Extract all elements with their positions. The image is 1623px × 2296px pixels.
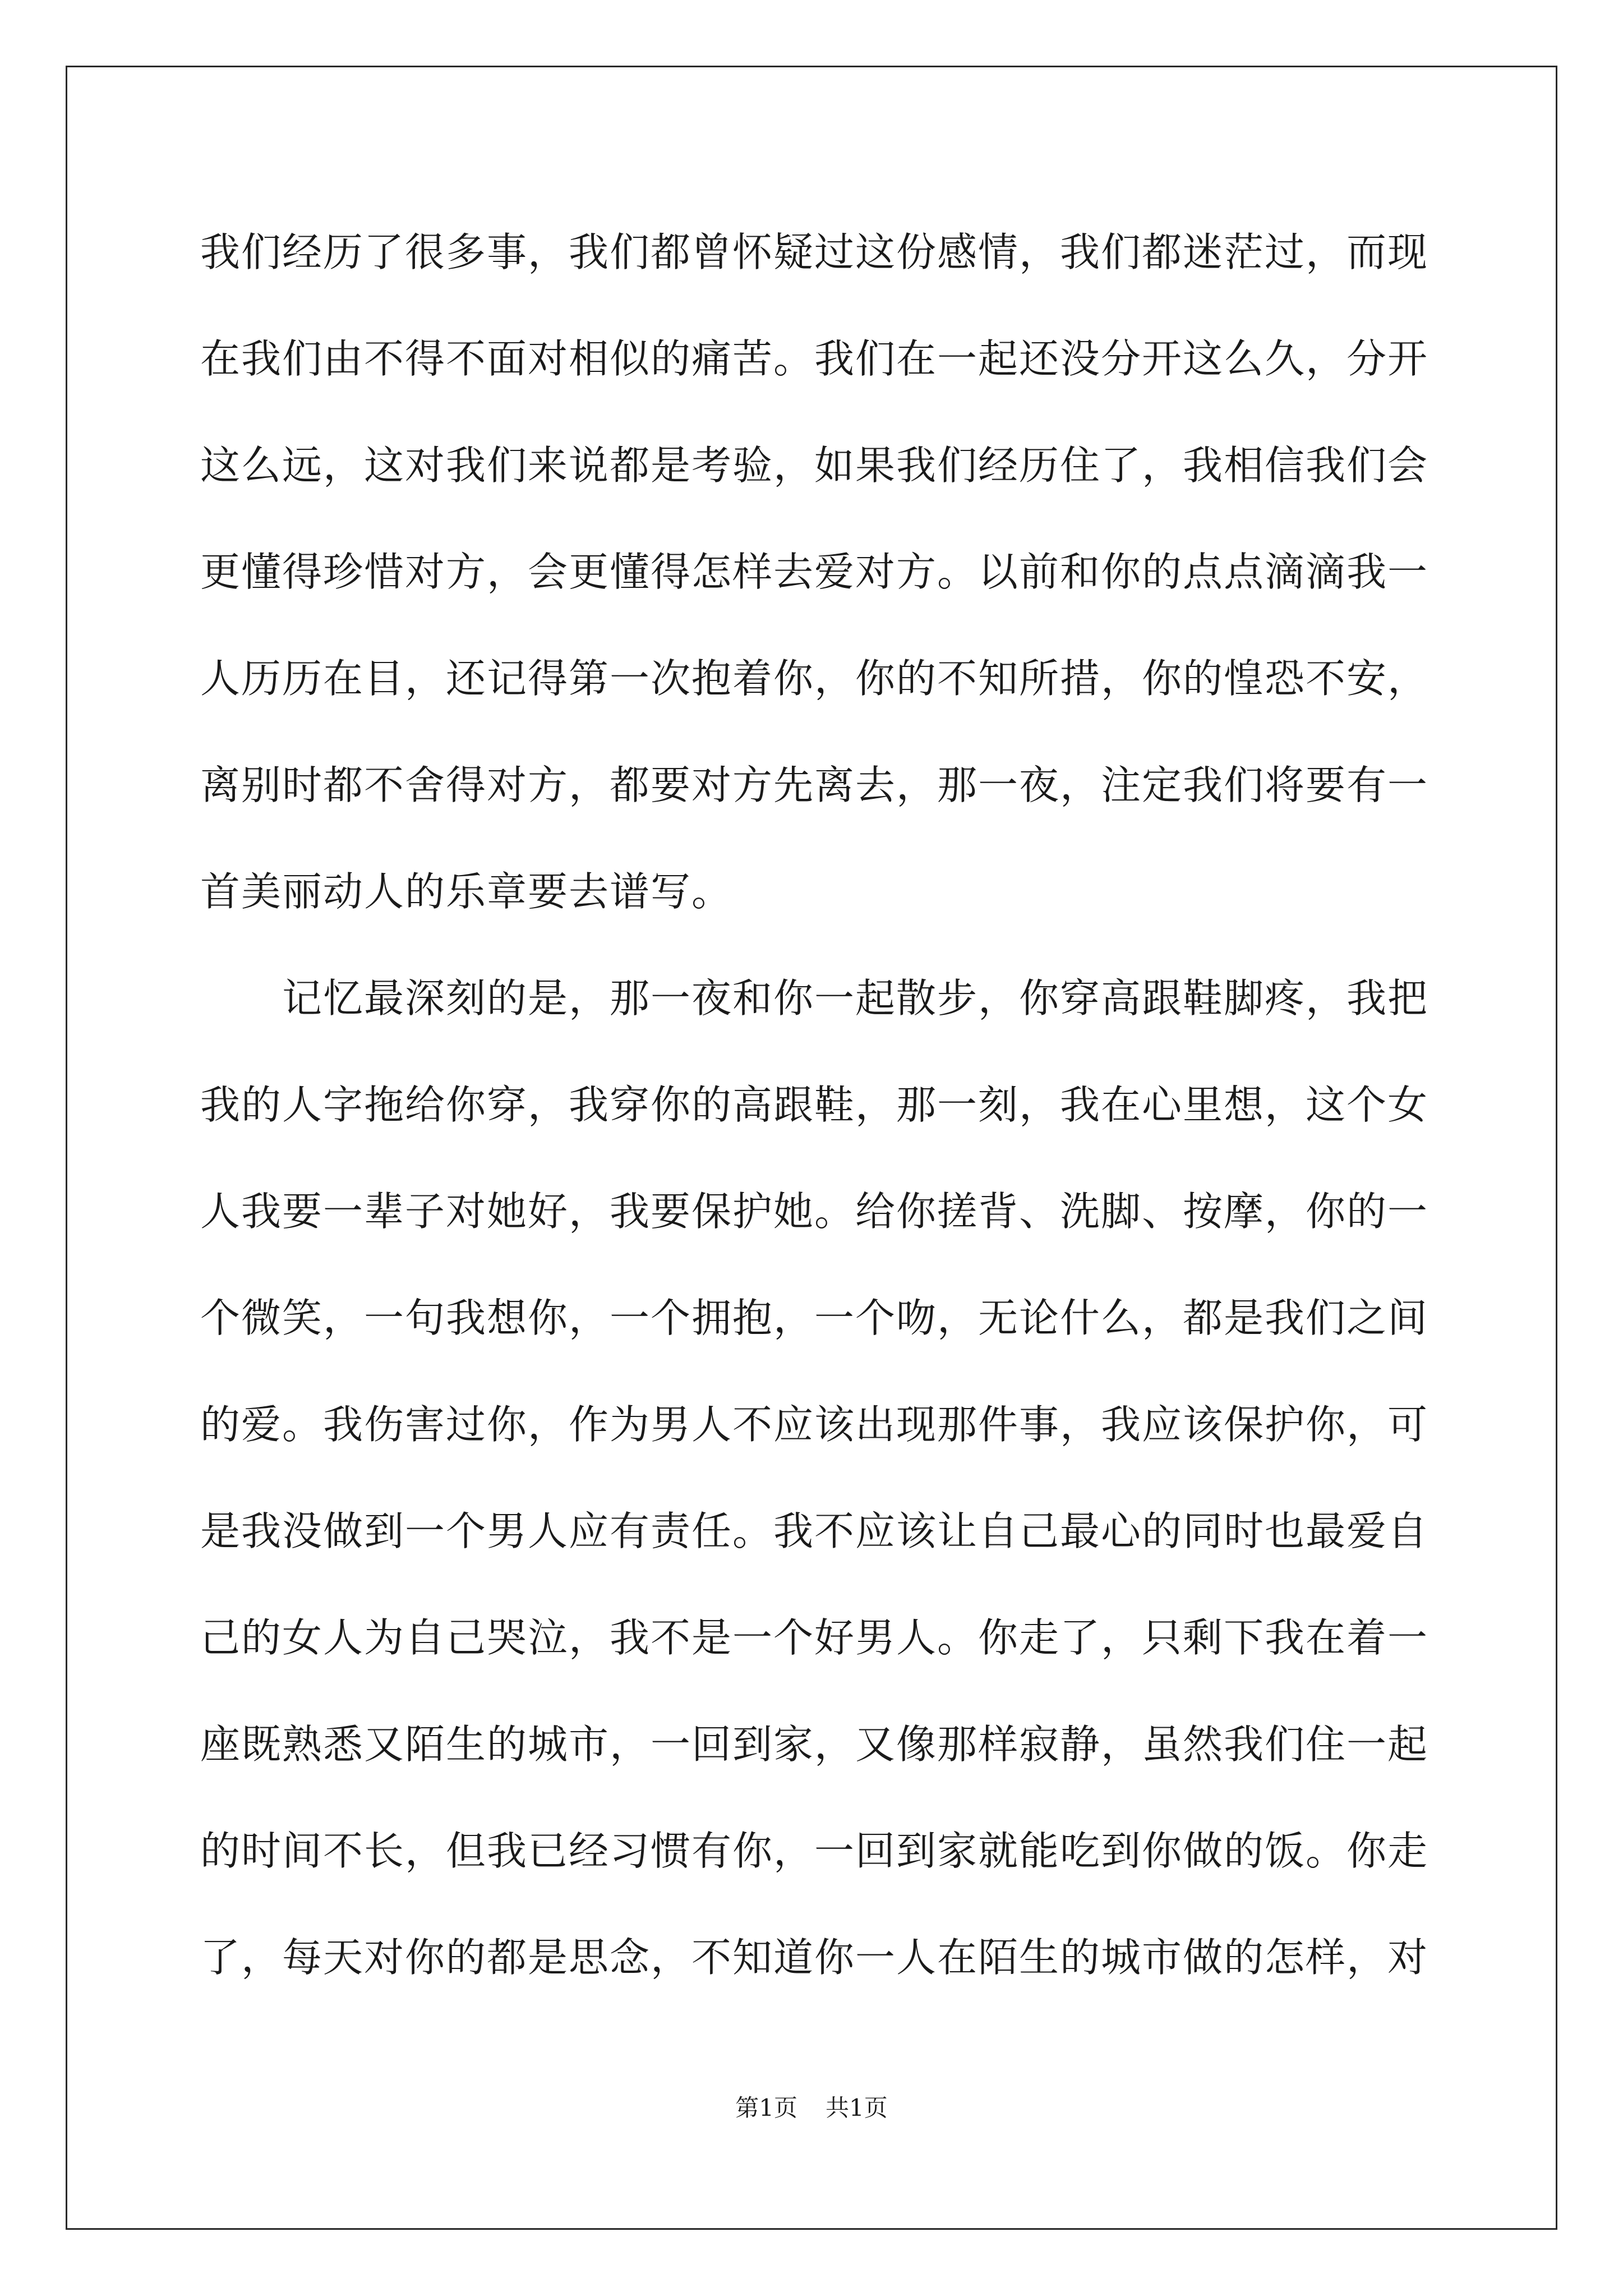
text-line: 个微笑，一句我想你，一个拥抱，一个吻，无论什么，都是我们之间 — [200, 1295, 1429, 1341]
text-line: 人历历在目，还记得第一次抱着你，你的不知所措，你的惶恐不安， — [200, 655, 1429, 702]
text-line: 座既熟悉又陌生的城市，一回到家，又像那样寂静，虽然我们住一起 — [200, 1721, 1429, 1768]
text-line: 在我们由不得不面对相似的痛苦。我们在一起还没分开这么久，分开 — [200, 335, 1429, 382]
page-total: 共1页 — [826, 2094, 888, 2122]
text-line: 我们经历了很多事，我们都曾怀疑过这份感情，我们都迷茫过，而现 — [200, 229, 1429, 275]
text-line: 这么远，这对我们来说都是考验，如果我们经历住了，我相信我们会 — [200, 442, 1429, 489]
text-line: 的时间不长，但我已经习惯有你，一回到家就能吃到你做的饭。你走 — [200, 1828, 1429, 1874]
page-number: 第1页 — [735, 2094, 797, 2122]
text-line: 是我没做到一个男人应有责任。我不应该让自己最心的同时也最爱自 — [200, 1508, 1429, 1554]
page-border — [66, 66, 1557, 2230]
page-footer — [0, 2091, 1623, 2125]
text-line: 的爱。我伤害过你，作为男人不应该出现那件事，我应该保护你，可 — [200, 1401, 1429, 1448]
text-line: 记忆最深刻的是，那一夜和你一起散步，你穿高跟鞋脚疼，我把 — [200, 975, 1429, 1022]
text-line: 更懂得珍惜对方，会更懂得怎样去爱对方。以前和你的点点滴滴我一 — [200, 549, 1429, 595]
text-line: 离别时都不舍得对方，都要对方先离去，那一夜，注定我们将要有一 — [200, 762, 1429, 808]
text-line: 了，每天对你的都是思念，不知道你一人在陌生的城市做的怎样，对 — [200, 1934, 1429, 1981]
text-line: 我的人字拖给你穿，我穿你的高跟鞋，那一刻，我在心里想，这个女 — [200, 1082, 1429, 1128]
text-line: 首美丽动人的乐章要去谱写。 — [200, 868, 733, 915]
text-line: 己的女人为自己哭泣，我不是一个好男人。你走了，只剩下我在着一 — [200, 1614, 1429, 1661]
text-line: 人我要一辈子对她好，我要保护她。给你搓背、洗脚、按摩，你的一 — [200, 1188, 1429, 1235]
